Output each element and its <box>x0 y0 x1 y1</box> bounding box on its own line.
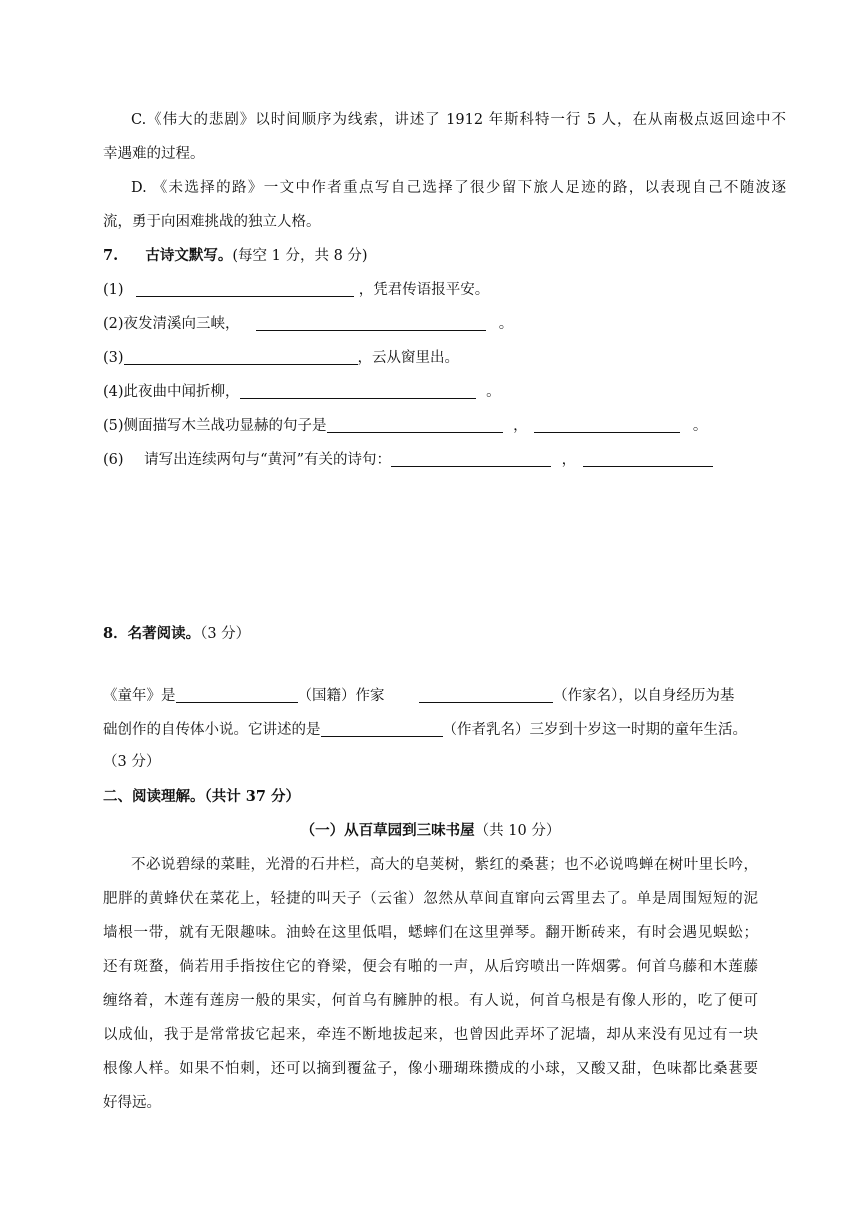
q7-item-1-blank[interactable] <box>136 281 354 297</box>
q7-item-4-end: 。 <box>486 384 501 400</box>
passage-line-5: 缠络着，木莲有莲房一般的果实，何首乌有臃肿的根。有人说，何首乌根是有像人形的，吃了便可 <box>103 993 758 1009</box>
option-d-line2: 流，勇于向困难挑战的独立人格。 <box>103 214 321 230</box>
q8-line1 <box>103 686 758 706</box>
q7-item-2 <box>103 314 758 334</box>
q7-item-2-prefix: (2)夜发清溪向三峡， <box>103 316 240 332</box>
passage-line-1: 不必说碧绿的菜畦，光滑的石井栏，高大的皂荚树，紫红的桑葚；也不必说鸣蝉在树叶里长吟， <box>131 857 758 873</box>
q8-line1-a: 《童年》是 <box>103 688 176 704</box>
q7-title: 古诗文默写。 <box>145 247 233 264</box>
q8-title: 8．名著阅读。 <box>103 625 201 642</box>
passage-line-7: 根像人样。如果不怕刺，还可以摘到覆盆子，像小珊瑚珠攒成的小球，又酸又甜，色味都比桑葚要 <box>103 1061 758 1077</box>
q7-item-6-text: 请写出连续两句与“黄河”有关的诗句： <box>144 452 391 468</box>
q7-item-4 <box>103 382 758 402</box>
passage-score: （共 10 分） <box>474 823 561 839</box>
q7-heading <box>103 246 758 266</box>
q7-item-5-mid: ， <box>513 418 528 434</box>
passage-line-8: 好得远。 <box>103 1095 161 1111</box>
passage-heading <box>103 821 758 841</box>
q7-item-3-blank[interactable] <box>124 349 358 365</box>
q8-line1-b: （国籍）作家 <box>297 688 385 704</box>
option-c-line2: 幸遇难的过程。 <box>103 146 205 162</box>
q7-item-1 <box>103 280 758 300</box>
q8-line1-c: （作家名），以自身经历为基 <box>553 688 735 704</box>
q7-item-6-blank-1[interactable] <box>391 451 551 467</box>
q7-item-4-prefix: (4)此夜曲中闻折柳， <box>103 384 240 400</box>
q7-item-2-end: 。 <box>498 316 514 332</box>
q7-item-3 <box>103 348 758 368</box>
q7-number: 7. <box>103 247 119 264</box>
q8-line2 <box>103 720 758 740</box>
q7-score: (每空 1 分，共 8 分) <box>232 248 368 264</box>
q7-item-6 <box>103 450 758 470</box>
q7-item-5 <box>103 416 758 436</box>
q7-item-6-prefix: (6) <box>103 452 124 468</box>
q7-item-5-blank-2[interactable] <box>534 417 680 433</box>
q8-score: （3 分） <box>200 626 251 642</box>
passage-line-4: 还有斑蝥，倘若用手指按住它的脊梁，便会有啪的一声，从后窍喷出一阵烟雾。何首乌藤和木莲藤 <box>103 959 758 975</box>
q7-item-3-prefix: (3) <box>103 350 124 366</box>
q7-item-1-prefix: (1) <box>103 282 124 298</box>
passage-line-6: 以成仙，我于是常常拔它起来，牵连不断地拔起来，也曾因此弄坏了泥墙，却从来没有见过有一块 <box>103 1027 758 1043</box>
q7-item-6-mid: ， <box>561 452 577 468</box>
passage-title: （一）从百草园到三味书屋 <box>300 822 475 839</box>
q8-blank-nationality[interactable] <box>176 687 298 703</box>
q8-line3: （3 分） <box>103 754 161 770</box>
q8-line2-b: （作者乳名）三岁到十岁这一时期的童年生活。 <box>442 722 747 738</box>
q7-item-1-text: ，凭君传语报平安。 <box>358 282 490 298</box>
option-d-line1: D. 《未选择的路》一文中作者重点写自己选择了很少留下旅人足迹的路，以表现自己不随波逐 <box>131 180 786 196</box>
q7-item-6-blank-2[interactable] <box>583 451 713 467</box>
passage-line-2: 肥胖的黄蜂伏在菜花上，轻捷的叫天子（云雀）忽然从草间直窜向云霄里去了。单是周围短短的泥 <box>103 891 758 907</box>
q8-blank-author[interactable] <box>419 687 553 703</box>
option-c-line1: C.《伟大的悲剧》以时间顺序为线索，讲述了 1912 年斯科特一行 5 人，在从南极点返回途中不 <box>131 112 786 128</box>
passage-line-3: 墙根一带，就有无限趣味。油蛉在这里低唱，蟋蟀们在这里弹琴。翻开断砖来，有时会遇见蜈蚣； <box>103 925 758 941</box>
q7-item-5-prefix: (5)侧面描写木兰战功显赫的句子是 <box>103 418 327 434</box>
q8-line2-a: 础创作的自传体小说。它讲述的是 <box>103 722 321 738</box>
q8-blank-nickname[interactable] <box>321 721 443 737</box>
q7-item-5-blank-1[interactable] <box>327 417 503 433</box>
q7-item-3-end: ，云从窗里出。 <box>357 350 460 366</box>
q8-heading <box>103 624 758 644</box>
q7-item-4-blank[interactable] <box>240 383 476 399</box>
q7-item-2-blank[interactable] <box>256 315 486 331</box>
q7-item-5-end: 。 <box>692 418 708 434</box>
section2-heading: 二、阅读理解。（共计 37 分） <box>103 788 301 805</box>
